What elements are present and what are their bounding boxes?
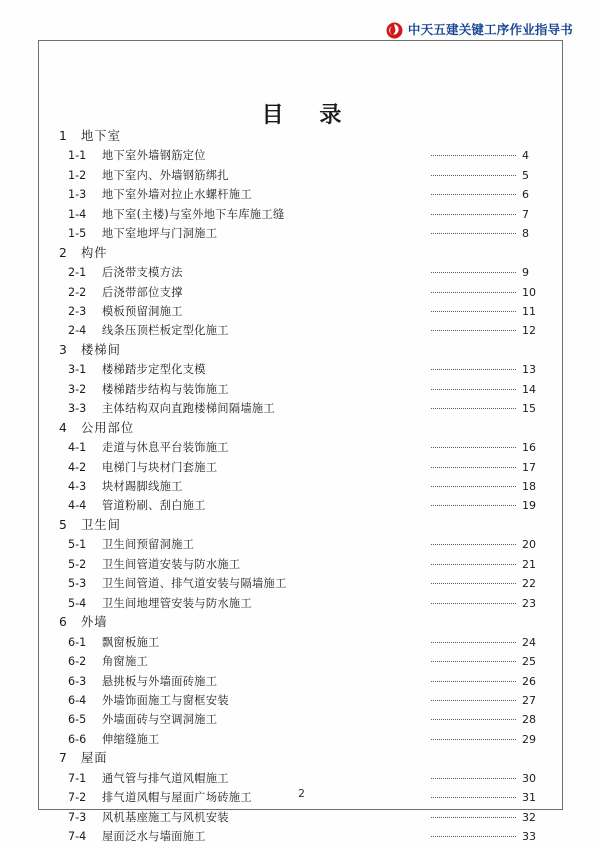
toc-entry-title: 卫生间地埋管安装与防水施工 — [102, 596, 252, 610]
toc-section-number: 5 — [59, 518, 67, 532]
toc-entry-number: 4-3 — [68, 480, 87, 494]
toc-dot-leader — [431, 538, 516, 548]
toc-entry-number: 3-1 — [68, 363, 87, 377]
toc-dot-leader — [431, 461, 516, 471]
toc-entry-page-number: 12 — [522, 324, 536, 338]
toc-entry-page-number: 6 — [522, 188, 529, 202]
toc-dot-leader — [431, 188, 516, 198]
toc-entry-number: 1-1 — [68, 149, 87, 163]
toc-entry-title: 线条压顶栏板定型化施工 — [102, 324, 229, 338]
toc-dot-leader — [431, 577, 516, 587]
toc-entry-title: 地下室内、外墙钢筋绑扎 — [102, 168, 229, 182]
toc-entry-title: 电梯门与块材门套施工 — [102, 460, 218, 474]
toc-dot-leader — [431, 169, 516, 179]
toc-section-heading[interactable] — [59, 612, 544, 632]
toc-dot-leader — [431, 811, 516, 821]
toc-dot-leader — [431, 441, 516, 451]
toc-entry-number: 2-4 — [68, 324, 87, 338]
toc-entry-number: 6-1 — [68, 635, 87, 649]
toc-entry-page-number: 21 — [522, 557, 536, 571]
toc-entry-page-number: 13 — [522, 363, 536, 377]
toc-entry[interactable] — [59, 476, 544, 495]
toc-entry[interactable] — [59, 204, 544, 223]
toc-entry-page-number: 19 — [522, 499, 536, 513]
toc-entry-number: 2-1 — [68, 266, 87, 280]
toc-entry-number: 7-4 — [68, 829, 87, 843]
toc-dot-leader — [431, 305, 516, 315]
toc-entry-number: 1-3 — [68, 188, 87, 202]
toc-entry-title: 屋面泛水与墙面施工 — [102, 829, 206, 843]
toc-entry[interactable] — [59, 535, 544, 554]
toc-entry[interactable] — [59, 282, 544, 301]
toc-entry-title: 通气管与排气道风帽施工 — [102, 771, 229, 785]
toc-entry-page-number: 14 — [522, 382, 536, 396]
toc-entry-title: 悬挑板与外墙面砖施工 — [102, 674, 218, 688]
toc-dot-leader — [431, 597, 516, 607]
toc-entry-number: 1-5 — [68, 227, 87, 241]
toc-entry-title: 走道与休息平台装饰施工 — [102, 441, 229, 455]
toc-dot-leader — [431, 227, 516, 237]
toc-entry-number: 6-2 — [68, 655, 87, 669]
toc-entry-title: 风机基座施工与风机安装 — [102, 810, 229, 824]
table-of-contents — [59, 126, 544, 846]
toc-entry-page-number: 24 — [522, 635, 536, 649]
toc-entry-title: 地下室外墙钢筋定位 — [102, 149, 206, 163]
toc-entry-page-number: 18 — [522, 480, 536, 494]
toc-entry-number: 7-3 — [68, 810, 87, 824]
toc-dot-leader — [431, 499, 516, 509]
footer-page-number: 2 — [298, 787, 305, 800]
toc-dot-leader — [431, 772, 516, 782]
toc-entry-page-number: 26 — [522, 674, 536, 688]
toc-section-name: 地下室 — [81, 129, 121, 143]
toc-section-heading[interactable] — [59, 418, 544, 438]
toc-entry[interactable] — [59, 651, 544, 670]
toc-entry[interactable] — [59, 321, 544, 340]
toc-entry[interactable] — [59, 165, 544, 184]
toc-entry-number: 4-2 — [68, 460, 87, 474]
toc-entry[interactable] — [59, 360, 544, 379]
toc-section-name: 屋面 — [81, 751, 108, 766]
toc-section-number: 7 — [59, 751, 67, 766]
toc-entry[interactable] — [59, 437, 544, 456]
toc-entry-title: 外墙面砖与空调洞施工 — [102, 713, 218, 727]
toc-entry[interactable] — [59, 807, 544, 826]
toc-entry-title: 地下室外墙对拉止水螺杆施工 — [102, 188, 252, 202]
toc-entry[interactable] — [59, 768, 544, 787]
toc-entry-title: 角窗施工 — [102, 655, 149, 669]
toc-entry-page-number: 28 — [522, 713, 536, 727]
toc-entry-page-number: 32 — [522, 810, 536, 824]
toc-dot-leader — [431, 694, 516, 704]
toc-entry-title: 地下室地坪与门洞施工 — [102, 227, 218, 241]
company-circle-logo-icon — [386, 22, 403, 39]
toc-entry-number: 5-4 — [68, 596, 87, 610]
toc-dot-leader — [431, 830, 516, 840]
toc-entry-title: 楼梯踏步结构与装饰施工 — [102, 382, 229, 396]
toc-entry[interactable] — [59, 496, 544, 515]
toc-dot-leader — [431, 149, 516, 159]
toc-entry-page-number: 30 — [522, 771, 536, 785]
toc-entry-number: 7-2 — [68, 791, 87, 805]
toc-entry-page-number: 25 — [522, 655, 536, 669]
toc-section-heading[interactable] — [59, 340, 544, 360]
toc-entry-page-number: 31 — [522, 791, 536, 805]
toc-entry-number: 6-6 — [68, 732, 87, 746]
toc-entry-title: 后浇带支模方法 — [102, 266, 183, 280]
toc-entry-number: 4-4 — [68, 499, 87, 513]
toc-dot-leader — [431, 402, 516, 412]
toc-entry-title: 卫生间管道安装与防水施工 — [102, 557, 241, 571]
toc-entry[interactable] — [59, 826, 544, 845]
toc-entry-page-number: 7 — [522, 207, 529, 221]
toc-entry-number: 1-2 — [68, 168, 87, 182]
toc-entry-title: 飘窗板施工 — [102, 635, 160, 649]
toc-section-number: 1 — [59, 129, 67, 143]
toc-entry[interactable] — [59, 729, 544, 748]
toc-dot-leader — [431, 480, 516, 490]
toc-entry-title: 外墙饰面施工与窗框安装 — [102, 693, 229, 707]
toc-dot-leader — [431, 266, 516, 276]
toc-entry-page-number: 15 — [522, 402, 536, 416]
toc-entry-title: 卫生间管道、排气道安装与隔墙施工 — [102, 577, 287, 591]
toc-dot-leader — [431, 636, 516, 646]
toc-entry-page-number: 33 — [522, 829, 536, 843]
toc-entry-title: 后浇带部位支撑 — [102, 285, 183, 299]
header-logo-text: 中天五建关键工序作业指导书 — [407, 21, 573, 37]
page-border-frame — [38, 40, 563, 843]
toc-dot-leader — [431, 383, 516, 393]
toc-entry[interactable] — [59, 146, 544, 165]
toc-section-number: 6 — [59, 615, 67, 630]
toc-entry[interactable] — [59, 671, 544, 690]
toc-entry-page-number: 22 — [522, 577, 536, 591]
toc-section-heading[interactable] — [59, 748, 544, 768]
toc-entry[interactable] — [59, 632, 544, 651]
toc-dot-leader — [431, 558, 516, 568]
toc-dot-leader — [431, 675, 516, 685]
toc-entry-title: 地下室(主楼)与室外地下车库施工缝 — [102, 207, 285, 221]
toc-entry[interactable] — [59, 554, 544, 573]
toc-entry[interactable] — [59, 710, 544, 729]
toc-entry-page-number: 11 — [522, 304, 536, 318]
toc-entry-page-number: 17 — [522, 460, 536, 474]
toc-entry-number: 1-4 — [68, 207, 87, 221]
toc-section-number: 4 — [59, 420, 67, 435]
toc-entry-number: 3-2 — [68, 382, 87, 396]
toc-dot-leader — [431, 286, 516, 296]
toc-entry[interactable] — [59, 262, 544, 281]
toc-section-name: 外墙 — [81, 615, 108, 630]
toc-entry-title: 块材踢脚线施工 — [102, 480, 183, 494]
toc-entry[interactable] — [59, 379, 544, 398]
toc-section-name: 公用部位 — [81, 420, 135, 435]
toc-entry-number: 6-4 — [68, 693, 87, 707]
toc-entry[interactable] — [59, 573, 544, 592]
toc-entry-number: 5-1 — [68, 538, 87, 552]
toc-section-name: 构件 — [81, 245, 108, 260]
toc-entry[interactable] — [59, 184, 544, 203]
toc-entry-page-number: 16 — [522, 441, 536, 455]
toc-section-heading[interactable] — [59, 243, 544, 263]
toc-entry-page-number: 10 — [522, 285, 536, 299]
toc-entry-title: 管道粉刷、刮白施工 — [102, 499, 206, 513]
toc-entry-title: 模板预留洞施工 — [102, 304, 183, 318]
toc-entry[interactable] — [59, 223, 544, 242]
toc-entry-page-number: 8 — [522, 227, 529, 241]
toc-section-number: 2 — [59, 245, 67, 260]
toc-dot-leader — [431, 655, 516, 665]
toc-entry[interactable] — [59, 398, 544, 417]
toc-entry[interactable] — [59, 593, 544, 612]
toc-entry[interactable] — [59, 457, 544, 476]
toc-entry-number: 2-2 — [68, 285, 87, 299]
toc-section-name: 卫生间 — [81, 518, 121, 532]
toc-section-heading[interactable] — [59, 515, 544, 535]
toc-entry-title: 伸缩缝施工 — [102, 732, 160, 746]
toc-entry-number: 3-3 — [68, 402, 87, 416]
toc-section-name: 楼梯间 — [81, 342, 121, 357]
toc-entry-title: 排气道风帽与屋面广场砖施工 — [102, 791, 252, 805]
toc-entry-page-number: 23 — [522, 596, 536, 610]
toc-entry-number: 7-1 — [68, 771, 87, 785]
page-title: 目 录 — [261, 102, 356, 128]
toc-entry-title: 主体结构双向直跑楼梯间隔墙施工 — [102, 402, 276, 416]
toc-section-number: 3 — [59, 342, 67, 357]
toc-entry-page-number: 29 — [522, 732, 536, 746]
toc-entry-page-number: 9 — [522, 266, 529, 280]
toc-entry[interactable] — [59, 690, 544, 709]
toc-section-heading[interactable] — [59, 126, 544, 146]
toc-entry[interactable] — [59, 301, 544, 320]
toc-dot-leader — [431, 363, 516, 373]
toc-entry-number: 5-3 — [68, 577, 87, 591]
toc-entry-number: 4-1 — [68, 441, 87, 455]
toc-entry-page-number: 27 — [522, 693, 536, 707]
toc-dot-leader — [431, 324, 516, 334]
toc-entry-page-number: 5 — [522, 168, 529, 182]
toc-dot-leader — [431, 713, 516, 723]
toc-entry-number: 2-3 — [68, 304, 87, 318]
toc-entry-title: 楼梯踏步定型化支模 — [102, 363, 206, 377]
toc-entry-number: 5-2 — [68, 557, 87, 571]
toc-entry-title: 卫生间预留洞施工 — [102, 538, 195, 552]
toc-entry-number: 6-3 — [68, 674, 87, 688]
toc-dot-leader — [431, 208, 516, 218]
toc-entry-number: 6-5 — [68, 713, 87, 727]
toc-entry-page-number: 20 — [522, 538, 536, 552]
toc-entry-page-number: 4 — [522, 149, 529, 163]
toc-dot-leader — [431, 733, 516, 743]
